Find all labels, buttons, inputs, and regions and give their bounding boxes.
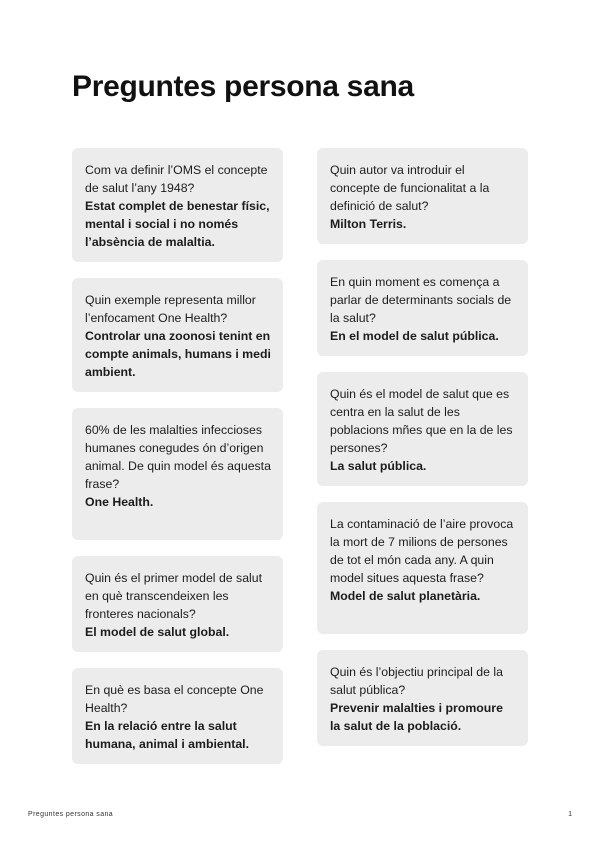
question-text: Quin és el primer model de salut en què transcendeixen les fronteres nacionals? [85, 571, 263, 621]
question-card [317, 260, 528, 356]
question-text: Quin exemple representa millor l’enfocament One Health? [85, 293, 256, 325]
question-text: Quin és el model de salut que es centra en la salut de les poblacions mñes que en la de les persones? [330, 387, 513, 455]
left-column [72, 148, 283, 764]
answer-text: El model de salut global. [85, 625, 230, 639]
question-card [72, 278, 283, 392]
question-text: En què es basa el concepte One Health? [85, 683, 264, 715]
question-text: La contaminació de l’aire provoca la mort de 7 milions de persones de tot el món cada any. A quin model situes aquesta frase? [330, 517, 514, 585]
answer-text: Milton Terris. [330, 217, 407, 231]
footer-label: Preguntes persona sana [28, 811, 114, 818]
question-card [317, 372, 528, 486]
answer-text: La salut pública. [330, 459, 427, 473]
question-card [72, 148, 283, 262]
question-text: Quin és l’objectiu principal de la salut pública? [330, 665, 503, 697]
question-text: Quin autor va introduir el concepte de funcionalitat a la definició de salut? [330, 163, 490, 213]
question-card [317, 502, 528, 634]
answer-text: Prevenir malalties i promoure la salut de la població. [330, 701, 503, 733]
question-card [72, 408, 283, 540]
question-card [72, 668, 283, 764]
question-text: En quin moment es comença a parlar de determinants socials de la salut? [330, 275, 512, 325]
question-card [317, 148, 528, 244]
question-text: 60% de les malalties infeccioses humanes conegudes ón d’origen animal. De quin model és aquesta frase? [85, 423, 271, 491]
right-column [317, 148, 528, 746]
answer-text: En el model de salut pública. [330, 329, 499, 343]
answer-text: Controlar una zoonosi tenint en compte animals, humans i medi ambient. [85, 329, 271, 379]
question-text: Com va definir l’OMS el concepte de salut l’any 1948? [85, 163, 268, 195]
question-card [72, 556, 283, 652]
answer-text: One Health. [85, 495, 154, 509]
question-card [317, 650, 528, 746]
page-number: 1 [568, 811, 572, 818]
page-title: Preguntes persona sana [72, 70, 414, 103]
answer-text: Model de salut planetària. [330, 589, 481, 603]
answer-text: Estat complet de benestar físic, mental i social i no només l’absència de malaltia. [85, 199, 270, 249]
answer-text: En la relació entre la salut humana, animal i ambiental. [85, 719, 250, 751]
